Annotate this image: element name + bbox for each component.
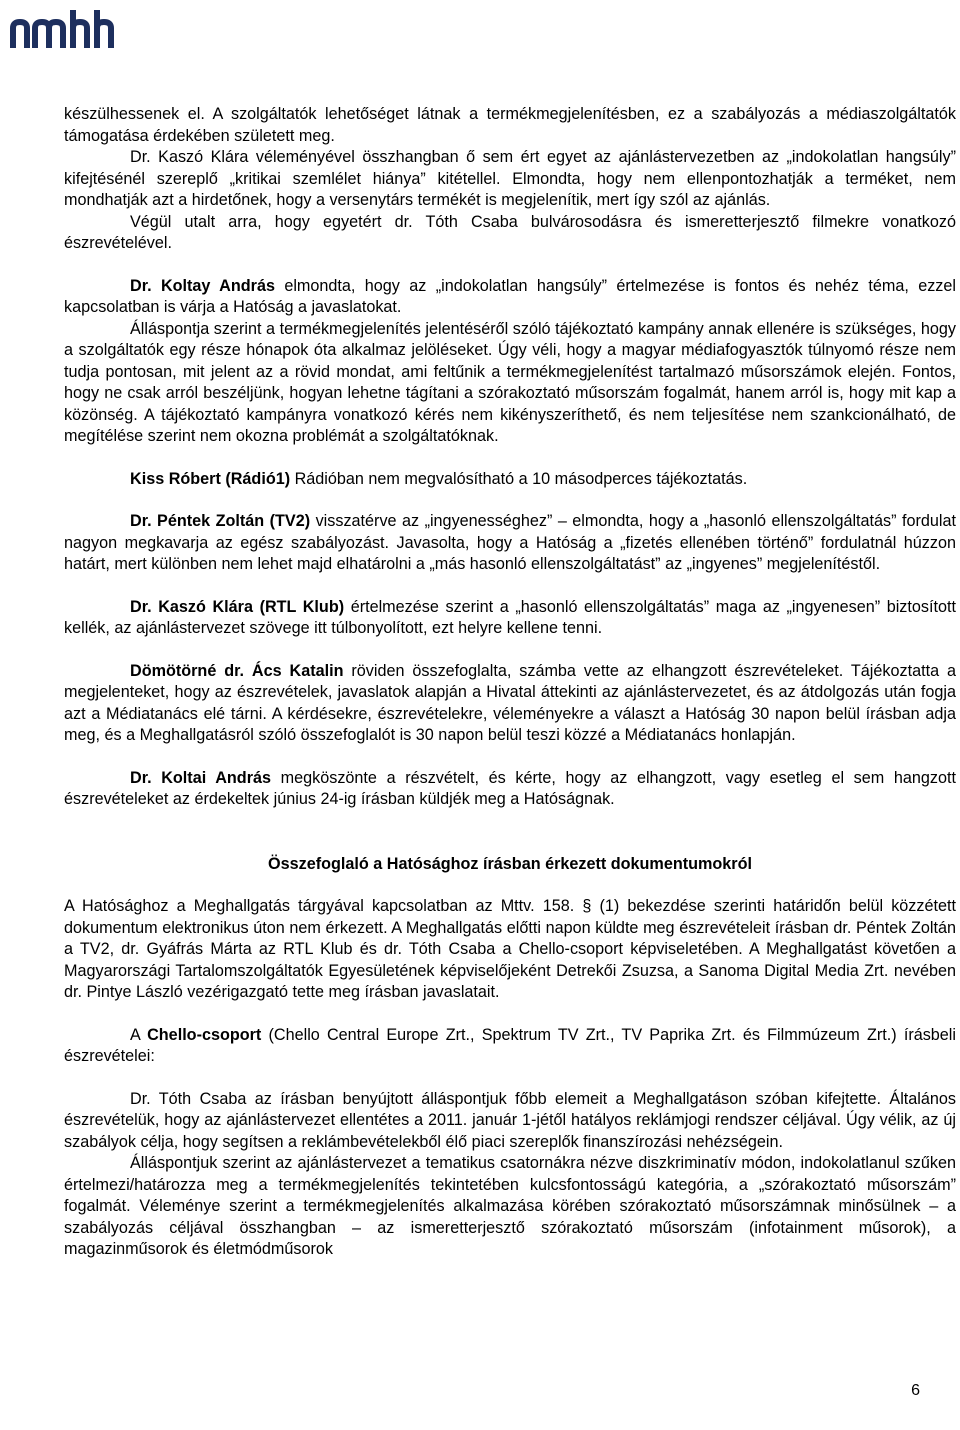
- paragraph: [64, 768, 956, 811]
- paragraph: készülhessenek el. A szolgáltatók lehetőséget látnak a termékmegjelenítésben, ez a szabályozás a médiaszolgáltatók támogatása érdekében született meg.: [64, 105, 956, 145]
- text: (Chello Central Europe Zrt., Spektrum TV Zrt., TV Paprika Zrt. és Filmmúzeum Zrt.) írásbeli észrevételei:: [64, 1025, 957, 1065]
- paragraph: [64, 597, 956, 640]
- speaker-name: Dömötörné dr. Ács Katalin: [130, 661, 344, 680]
- speaker-name: Dr. Koltay András: [130, 276, 275, 295]
- speaker-name: Dr. Kaszó Klára (RTL Klub): [130, 597, 345, 616]
- speaker-text: Rádióban nem megvalósítható a 10 másodperces tájékoztatás.: [290, 469, 748, 488]
- paragraph: [64, 511, 956, 576]
- speaker-name: Dr. Koltai András: [130, 768, 272, 787]
- nmhh-logo-icon: [10, 6, 130, 50]
- paragraph: Dr. Tóth Csaba az írásban benyújtott álláspontjuk főbb elemeit a Meghallgatáson szóban kifejtette. Általános észrevételük, hogy az ajánlástervezet ellentétes a 2011. január 1-jétől hatályos reklámjogi rendszer céljával. Úgy vélik, az új szabályok célja, hogy segítsen a reklámbevételekből élő piaci szereplők finanszírozási nehézségein.: [64, 1089, 956, 1151]
- speaker-text: értelmezése szerint a „hasonló ellenszolgáltatás” maga az „ingyenesen” biztosított kellék, az ajánlástervezet szövege itt túlbonyolított, ezt helyre kellene tenni.: [64, 597, 956, 637]
- speaker-name: Kiss Róbert (Rádió1): [130, 469, 291, 488]
- speaker-text: megköszönte a részvételt, és kérte, hogy az elhangzott, vagy esetleg el sem hangzott észrevételeket az érdekeltek június 24-ig írásban küldjék meg a Hatóságnak.: [64, 768, 956, 808]
- paragraph: Álláspontja szerint a termékmegjelenítés jelentéséről szóló tájékoztató kampány annak ellenére is szükséges, hogy a szolgáltatók egy része hónapok óta alkalmaz jelöléseket. Úgy véli, hogy a magyar médiafogyasztók túlnyomó része nem tudja pontosan, mit jelent az a rövid mondat, ami feltűnik a termékmegjelenítést tartalmazó műsorszámok elején. Fontos, hogy ne csak arról beszéljünk, hogyan lehetne tágítani a szórakoztató műsorszám fogalmát, hanem arról is, hogy mit kap a közönség. A tájékoztató kampányra vonatkozó kérés nem kikényszeríthető, és nem teljesítése nem szankcionálható, de megítélése szerint nem okozna problémát a szolgáltatóknak.: [64, 319, 956, 445]
- sentence: Dr. Kaszó Klára véleményével összhangban ő sem ért egyet az ajánlástervezetben az „indokolatlan hangsúly” kifejtésénél szereplő „kritikai szemlélet hiánya” kitétellel.: [64, 148, 956, 188]
- paragraph: Álláspontjuk szerint az ajánlástervezet a tematikus csatornákra nézve diszkriminatív módon, indokolatlanul szűken értelmezi/határozza meg a termékmegjelenítés tekintetében kulcsfontosságú kategória, a „szórakoztató műsorszám” fogalmát. Véleménye szerint a termékmegjelenítés alkalmazása körében szórakoztató műsorszámnak minősülnek – a szabályozás céljával összhangban – az ismeretterjesztő szórakoztató műsorszám (infotainment műsorok), a magazinműsorok és életmódműsorok: [64, 1154, 956, 1258]
- speaker-name: Dr. Péntek Zoltán (TV2): [130, 512, 311, 530]
- paragraph: [64, 276, 956, 319]
- paragraph: Végül utalt arra, hogy egyetért dr. Tóth Csaba bulvárosodásra és ismeretterjesztő filmekre vonatkozó észrevételével.: [64, 212, 956, 252]
- paragraph: [64, 147, 956, 212]
- document-body: [64, 104, 956, 1261]
- sentence: Elmondta, hogy nem ellenpontozhatják a terméket, nem mondhatják azt a hirdetőnek, hogy a versenytárs termékét is megjelenítik, mert így szól az ajánlás.: [64, 169, 956, 209]
- paragraph: [64, 661, 956, 747]
- paragraph: A Hatósághoz a Meghallgatás tárgyával kapcsolatban az Mttv. 158. § (1) bekezdése szerinti határidőn belül közzétett dokumentum elektronikus úton nem érkezett. A Meghallgatás előtti napon küldte meg észrevételeit írásban dr. Péntek Zoltán a TV2, dr. Gyáfrás Márta az RTL Klub és dr. Tóth Csaba a Chello-csoport képviseletében. A Meghallgatást követően a Magyarországi Tartalomszolgáltatók Egyesületének képviselőjeként Detrekői Zsuzsa, a Sanoma Digital Media Zrt. nevében dr. Pintye László vezérigazgató tette meg írásban javaslatait.: [64, 897, 956, 1001]
- paragraph: [64, 1025, 956, 1068]
- speaker-text: elmondta, hogy az „indokolatlan hangsúly” értelmezése is fontos és nehéz téma, ezzel kapcsolatban is várja a Hatóság a javaslatokat.: [64, 276, 957, 316]
- page-number: 6: [911, 1382, 920, 1399]
- section-heading: Összefoglaló a Hatósághoz írásban érkezett dokumentumokról: [268, 854, 752, 873]
- speaker-text: visszatérve az „ingyenességhez” – elmondta, hogy a „hasonló ellenszolgáltatás” fordulat nagyon megkavarja az egész szabályozást. Javasolta, hogy a Hatóság a „fizetés ellenében történő” fordulatnál húzzon határt, mert különben nem lehet majd elhatárolni a „más hasonló ellenszolgáltatást” az „ingyenes” megjelenítéstől.: [64, 512, 956, 573]
- speaker-text: röviden összefoglalta, számba vette az elhangzott észrevételeket. Tájékoztatta a megjelenteket, hogy az észrevételek, javaslatok alapján a Hivatal áttekinti az ajánlástervezetet, és az átdolgozás után fogja azt a Médiatanács elé tárni. A kérdésekre, észrevételekre, véleményekre a választ a Hatóság 30 napon belül írásban adja meg, és a Meghallgatásról szóló összefoglalót is 30 napon belül teszi közzé a Médiatanács honlapján.: [64, 661, 956, 744]
- company-name: Chello-csoport: [147, 1025, 262, 1044]
- paragraph: [64, 469, 956, 491]
- nmhh-logo: [10, 6, 130, 55]
- text: A: [130, 1025, 148, 1044]
